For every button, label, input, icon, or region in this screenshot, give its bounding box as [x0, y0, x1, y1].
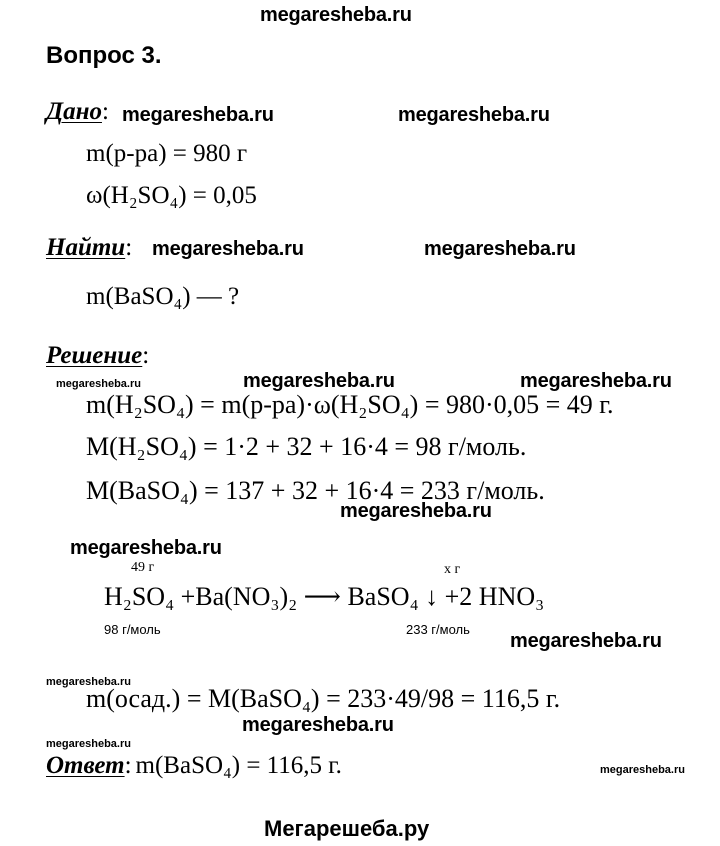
solution-heading: Решение: [46, 342, 143, 369]
answer-text: m(BaSO₄) = 116,5 г.: [135, 752, 342, 779]
solution-step-mass: m(H₂SO₄) = m(р-ра)·ω(H₂SO₄) = 980·0,05 = 49 г.: [86, 390, 614, 419]
watermark: megaresheba.ru: [152, 238, 304, 260]
given-heading: Дано: [46, 98, 102, 125]
answer-colon: :: [124, 752, 132, 779]
watermark: megaresheba.ru: [510, 630, 662, 652]
watermark: megaresheba.ru: [46, 738, 131, 750]
given-colon: :: [101, 98, 109, 125]
solution-heading-row: [46, 342, 149, 370]
find-heading-row: [46, 234, 132, 262]
watermark: megaresheba.ru: [340, 500, 492, 522]
watermark: megaresheba.ru: [122, 104, 274, 126]
watermark: megaresheba.ru: [70, 537, 222, 559]
solution-step-molar-baso4: M(BaSO₄) = 137 + 32 + 16·4 = 233 г/моль.: [86, 476, 545, 505]
given-mass-solution: m(р-ра) = 980 г: [86, 140, 248, 167]
question-title: Вопрос 3.: [46, 42, 162, 69]
find-target: m(BaSO₄) — ?: [86, 283, 240, 310]
watermark: megaresheba.ru: [46, 676, 131, 688]
watermark: megaresheba.ru: [243, 370, 395, 392]
watermark: megaresheba.ru: [56, 378, 141, 390]
watermark: megaresheba.ru: [600, 764, 685, 776]
find-colon: :: [125, 234, 133, 261]
find-heading: Найти: [46, 234, 126, 261]
given-heading-row: [46, 98, 109, 126]
solution-colon: :: [142, 342, 150, 369]
reaction-unknown-mass: x г: [444, 562, 461, 577]
watermark: megaresheba.ru: [242, 714, 394, 736]
reaction-equation: H₂SO₄ +Ba(NO₃)₂ ⟶ BaSO₄ ↓ +2 HNO₃: [104, 582, 545, 611]
watermark-top: megaresheba.ru: [260, 4, 412, 26]
reaction-molar-baso4: 233 г/моль: [406, 622, 470, 637]
watermark: megaresheba.ru: [520, 370, 672, 392]
solution-step-molar-h2so4: M(H₂SO₄) = 1·2 + 32 + 16·4 = 98 г/моль.: [86, 432, 527, 461]
bottom-brand: Мегарешеба.ру: [264, 816, 430, 841]
answer-heading: Ответ: [46, 752, 125, 779]
reaction-molar-h2so4: 98 г/моль: [104, 622, 161, 637]
reaction-given-mass: 49 г: [131, 560, 155, 575]
watermark: megaresheba.ru: [424, 238, 576, 260]
watermark: megaresheba.ru: [398, 104, 550, 126]
given-mass-fraction: ω(H₂SO₄) = 0,05: [86, 182, 257, 209]
answer-row: [46, 752, 342, 780]
calc-precipitate: m(осад.) = M(BaSO₄) = 233·49/98 = 116,5 г.: [86, 684, 561, 713]
